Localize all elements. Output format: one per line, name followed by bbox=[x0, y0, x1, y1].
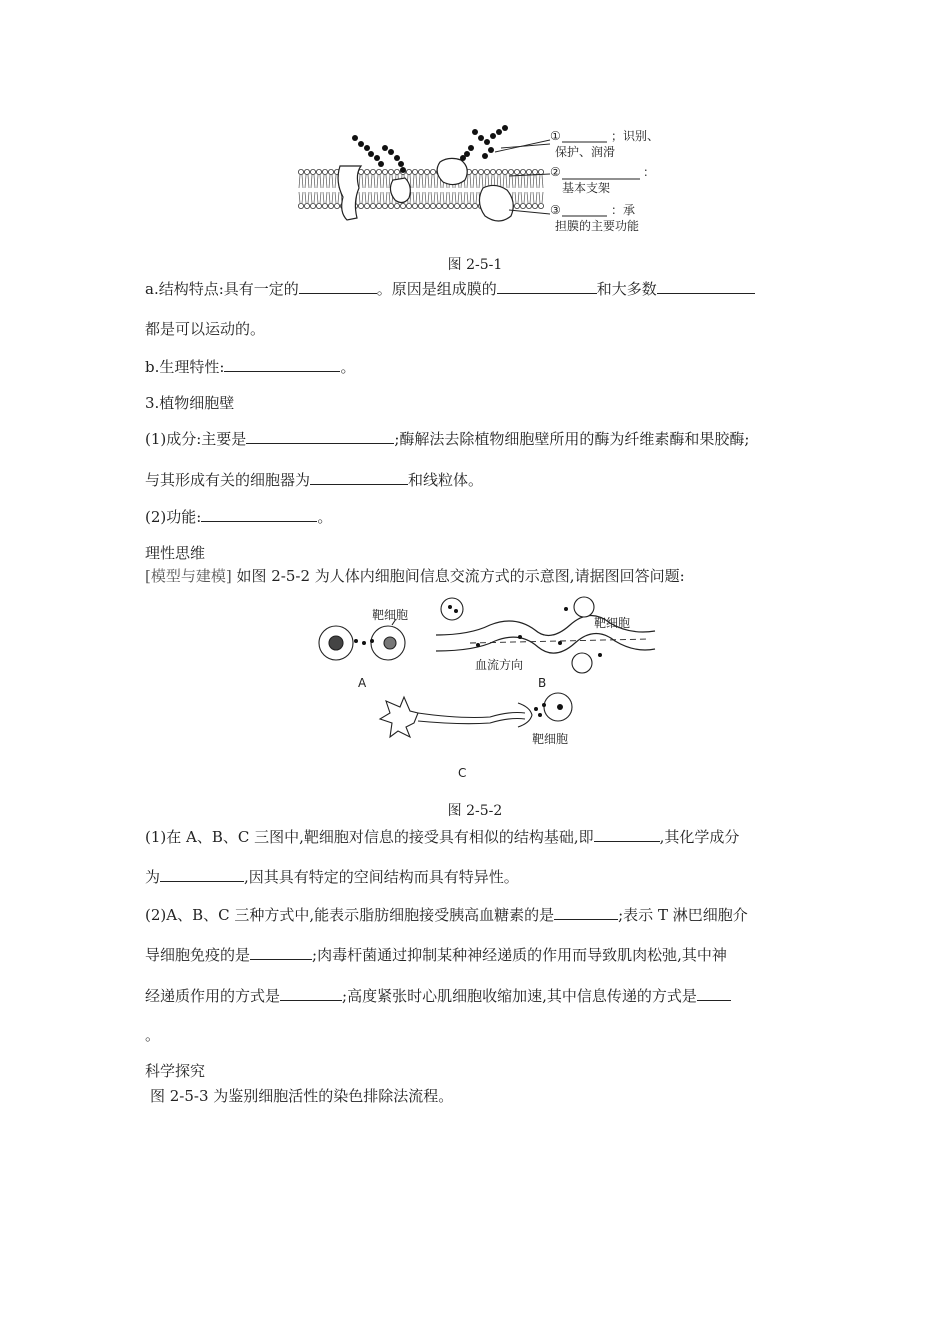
lipid-tail bbox=[533, 175, 534, 188]
lipid-tail bbox=[362, 192, 363, 203]
q2-cont-2: ;肉毒杆菌通过抑制某种神经递质的作用而导致肌肉松弛,其中神 bbox=[312, 946, 727, 964]
lipid-tail bbox=[305, 175, 306, 188]
question-1 bbox=[145, 826, 739, 847]
phospholipid-head bbox=[430, 203, 435, 208]
lipid-tail bbox=[509, 175, 510, 188]
phospholipid-head bbox=[472, 203, 477, 208]
lipid-tail bbox=[431, 192, 432, 203]
phospholipid-head bbox=[310, 169, 315, 174]
lipid-tail bbox=[299, 175, 300, 188]
phospholipid-head bbox=[394, 203, 399, 208]
lipid-tail bbox=[338, 192, 339, 203]
lipid-tail bbox=[302, 175, 303, 188]
q2-cont-4: ;高度紧张时心肌细胞收缩加速,其中信息传递的方式是 bbox=[342, 987, 697, 1005]
lipid-tail bbox=[539, 175, 540, 188]
lipid-tail bbox=[323, 175, 324, 188]
lipid-tail bbox=[389, 192, 390, 203]
question-2-cont-b bbox=[145, 985, 731, 1006]
q1-cont-2: ,因其具有特定的空间结构而具有特异性。 bbox=[244, 868, 519, 886]
phospholipid-head bbox=[400, 203, 405, 208]
rational-thinking-heading: 理性思维 bbox=[145, 544, 206, 562]
lipid-tail bbox=[470, 192, 471, 203]
lipid-tail bbox=[437, 175, 438, 188]
phospholipid-head bbox=[370, 169, 375, 174]
answer-blank[interactable] bbox=[497, 279, 597, 294]
phospholipid-head bbox=[478, 169, 483, 174]
lipid-tail bbox=[302, 192, 303, 203]
phospholipid-head bbox=[364, 203, 369, 208]
label2-line2: 基本支架 bbox=[562, 181, 611, 195]
lipid-tail bbox=[473, 192, 474, 203]
phospholipid-head bbox=[484, 169, 489, 174]
lipid-tail bbox=[299, 192, 300, 203]
question-2-end: 。 bbox=[145, 1026, 161, 1044]
panel-c-letter: C bbox=[458, 766, 467, 780]
lipid-tail bbox=[314, 175, 315, 188]
phospholipid-head bbox=[466, 203, 471, 208]
rational-intro bbox=[145, 565, 685, 586]
label3-tail: ：承 bbox=[611, 203, 636, 217]
lipid-tail bbox=[449, 192, 450, 203]
question-2 bbox=[145, 904, 748, 925]
lipid-tail bbox=[305, 192, 306, 203]
lipid-tail bbox=[437, 192, 438, 203]
lipid-tail bbox=[368, 192, 369, 203]
phospholipid-head bbox=[520, 169, 525, 174]
lipid-tail bbox=[461, 192, 462, 203]
phospholipid-head bbox=[520, 203, 525, 208]
lipid-tail bbox=[335, 175, 336, 188]
lipid-tail bbox=[527, 175, 528, 188]
lipid-tail bbox=[320, 192, 321, 203]
lipid-tail bbox=[542, 192, 543, 203]
answer-blank[interactable] bbox=[201, 507, 317, 522]
physiology-text: b.生理特性: bbox=[145, 358, 225, 376]
lipid-tail bbox=[506, 175, 507, 188]
phospholipid-head bbox=[514, 203, 519, 208]
phospholipid-head bbox=[496, 169, 501, 174]
phospholipid-head bbox=[532, 169, 537, 174]
lipid-tail bbox=[371, 175, 372, 188]
science-intro: 图 2-5-3 为鉴别细胞活性的染色排除法流程。 bbox=[150, 1087, 454, 1105]
lipid-tail bbox=[419, 192, 420, 203]
phospholipid-head bbox=[538, 203, 543, 208]
phospholipid-head bbox=[418, 169, 423, 174]
lipid-tail bbox=[365, 192, 366, 203]
lipid-tail bbox=[368, 175, 369, 188]
phospholipid-head bbox=[322, 169, 327, 174]
panel-b-letter: B bbox=[538, 676, 547, 690]
answer-blank[interactable] bbox=[594, 827, 660, 842]
target-cell-label-a: 靶细胞 bbox=[372, 608, 409, 622]
phospholipid-head bbox=[502, 169, 507, 174]
phospholipid-head bbox=[514, 169, 519, 174]
phospholipid-head bbox=[418, 203, 423, 208]
answer-blank[interactable] bbox=[310, 470, 408, 485]
answer-blank[interactable] bbox=[657, 279, 755, 294]
answer-blank[interactable] bbox=[160, 867, 244, 882]
phospholipid-head bbox=[424, 169, 429, 174]
lipid-tail bbox=[464, 192, 465, 203]
phospholipid-head bbox=[322, 203, 327, 208]
lipid-tail bbox=[515, 192, 516, 203]
cell-membrane-figure bbox=[295, 122, 675, 240]
phospholipid-head bbox=[304, 169, 309, 174]
phospholipid-head bbox=[316, 169, 321, 174]
lipid-tail bbox=[524, 175, 525, 188]
q1-cont-1: 与其形成有关的细胞器为 bbox=[145, 471, 311, 489]
blood-flow-label: 血流方向 bbox=[475, 658, 524, 672]
q2-text-2: 。 bbox=[317, 508, 333, 526]
lipid-tail bbox=[476, 175, 477, 188]
lipid-tail bbox=[323, 192, 324, 203]
q2-cont-1: 导细胞免疫的是 bbox=[145, 946, 251, 964]
lipid-tail bbox=[431, 175, 432, 188]
lipid-tail bbox=[311, 192, 312, 203]
panel-a bbox=[319, 619, 405, 660]
phospholipid-head bbox=[382, 169, 387, 174]
q1-text-2: ;酶解法去除植物细胞壁所用的酶为纤维素酶和果胶酶; bbox=[394, 430, 750, 448]
phospholipid-head bbox=[526, 169, 531, 174]
phospholipid-head bbox=[304, 203, 309, 208]
phospholipid-head bbox=[358, 203, 363, 208]
label2-tail: ： bbox=[643, 165, 656, 179]
lipid-tail bbox=[326, 192, 327, 203]
structure-feature-line bbox=[145, 278, 755, 299]
lipid-tail bbox=[425, 192, 426, 203]
lipid-tail bbox=[416, 175, 417, 188]
cell-communication-figure bbox=[310, 595, 670, 785]
lipid-tail bbox=[479, 175, 480, 188]
lipid-tail bbox=[458, 192, 459, 203]
answer-blank[interactable] bbox=[554, 905, 618, 920]
lipid-tail bbox=[434, 192, 435, 203]
lipid-tail bbox=[542, 175, 543, 188]
lipid-tail bbox=[512, 175, 513, 188]
lipid-tail bbox=[503, 175, 504, 188]
lipid-tail bbox=[332, 175, 333, 188]
phospholipid-head bbox=[412, 169, 417, 174]
lipid-tail bbox=[521, 175, 522, 188]
phospholipid-head bbox=[298, 203, 303, 208]
lipid-tail bbox=[419, 175, 420, 188]
lipid-tail bbox=[536, 175, 537, 188]
lipid-tail bbox=[314, 192, 315, 203]
lipid-tail bbox=[308, 175, 309, 188]
lipid-tail bbox=[386, 192, 387, 203]
lipid-tail bbox=[317, 175, 318, 188]
lipid-tail bbox=[425, 175, 426, 188]
lipid-tail bbox=[428, 192, 429, 203]
phospholipid-head bbox=[406, 203, 411, 208]
phospholipid-head bbox=[298, 169, 303, 174]
plant-wall-q1-cont bbox=[145, 469, 483, 490]
structure-text-1: a.结构特点:具有一定的 bbox=[145, 280, 299, 298]
lipid-tail bbox=[326, 175, 327, 188]
phospholipid-head bbox=[538, 169, 543, 174]
phospholipid-head bbox=[448, 203, 453, 208]
phospholipid-head bbox=[316, 203, 321, 208]
lipid-tail bbox=[518, 192, 519, 203]
plant-wall-title: 3.植物细胞壁 bbox=[145, 394, 235, 412]
q1-text-2: ,其化学成分 bbox=[659, 828, 740, 846]
answer-blank[interactable] bbox=[224, 357, 340, 372]
lipid-tail bbox=[374, 192, 375, 203]
target-cell-label-b: 靶细胞 bbox=[594, 616, 631, 630]
lipid-tail bbox=[482, 175, 483, 188]
label1-line2: 保护、润滑 bbox=[555, 145, 616, 159]
phospholipid-head bbox=[442, 203, 447, 208]
physiology-line bbox=[145, 356, 355, 377]
lipid-tail bbox=[473, 175, 474, 188]
structure-text-3: 和大多数 bbox=[596, 280, 657, 298]
lipid-tail bbox=[413, 192, 414, 203]
lipid-tail bbox=[320, 175, 321, 188]
lipid-tail bbox=[335, 192, 336, 203]
lipid-tail bbox=[455, 192, 456, 203]
lipid-tail bbox=[413, 175, 414, 188]
lipid-tail bbox=[446, 192, 447, 203]
lipid-tail bbox=[377, 175, 378, 188]
label1-tail: ；识别、 bbox=[611, 129, 660, 143]
lipid-tail bbox=[476, 192, 477, 203]
lipid-tail bbox=[485, 175, 486, 188]
answer-blank[interactable] bbox=[250, 945, 312, 960]
lipid-tail bbox=[470, 175, 471, 188]
science-inquiry-heading: 科学探究 bbox=[145, 1062, 206, 1080]
phospholipid-head bbox=[370, 203, 375, 208]
lipid-tail bbox=[530, 175, 531, 188]
figure2-caption: 图 2-5-2 bbox=[447, 803, 503, 819]
phospholipid-head bbox=[394, 169, 399, 174]
phospholipid-head bbox=[412, 203, 417, 208]
lipid-tail bbox=[428, 175, 429, 188]
lipid-tail bbox=[515, 175, 516, 188]
lipid-tail bbox=[434, 175, 435, 188]
q1-cont-2: 和线粒体。 bbox=[408, 471, 484, 489]
q1-text-1: (1)在 A、B、C 三图中,靶细胞对信息的接受具有相似的结构基础,即 bbox=[145, 828, 594, 846]
lipid-tail bbox=[332, 192, 333, 203]
physiology-end: 。 bbox=[340, 358, 356, 376]
phospholipid-head bbox=[490, 169, 495, 174]
phospholipid-head bbox=[424, 203, 429, 208]
phospholipid-head bbox=[532, 203, 537, 208]
phospholipid-head bbox=[334, 203, 339, 208]
figure1-caption: 图 2-5-1 bbox=[447, 257, 503, 273]
target-cell-label-c: 靶细胞 bbox=[532, 732, 569, 746]
answer-blank[interactable] bbox=[280, 986, 342, 1001]
lipid-tail bbox=[380, 192, 381, 203]
lipid-tail bbox=[452, 192, 453, 203]
lipid-tail bbox=[539, 192, 540, 203]
lipid-tail bbox=[383, 175, 384, 188]
lipid-tail bbox=[359, 175, 360, 188]
plant-wall-q1 bbox=[145, 428, 749, 449]
phospholipid-head bbox=[328, 169, 333, 174]
phospholipid-head bbox=[472, 169, 477, 174]
q2-cont-3: 经递质作用的方式是 bbox=[145, 987, 281, 1005]
phospholipid-head bbox=[382, 203, 387, 208]
label3-number: ③ bbox=[550, 203, 561, 217]
phospholipid-head bbox=[460, 203, 465, 208]
phospholipid-head bbox=[388, 203, 393, 208]
lipid-tail bbox=[524, 192, 525, 203]
phospholipid-head bbox=[328, 203, 333, 208]
lipid-tail bbox=[416, 192, 417, 203]
lipid-tail bbox=[359, 192, 360, 203]
question-1-cont bbox=[145, 866, 519, 887]
lipid-tail bbox=[329, 192, 330, 203]
lipid-tail bbox=[422, 175, 423, 188]
q2-text-2: ;表示 T 淋巴细胞介 bbox=[618, 906, 748, 924]
lipid-tail bbox=[386, 175, 387, 188]
q1-text-1: (1)成分:主要是 bbox=[145, 430, 247, 448]
structure-text-2: 。原因是组成膜的 bbox=[376, 280, 497, 298]
lipid-tail bbox=[440, 192, 441, 203]
lipid-tail bbox=[521, 192, 522, 203]
phospholipid-head bbox=[406, 169, 411, 174]
answer-blank[interactable] bbox=[697, 986, 731, 1001]
structure-feature-cont: 都是可以运动的。 bbox=[145, 320, 266, 338]
lipid-tail bbox=[311, 175, 312, 188]
answer-blank[interactable] bbox=[299, 279, 377, 294]
phospholipid-head bbox=[430, 169, 435, 174]
label2-number: ② bbox=[550, 165, 561, 179]
lipid-tail bbox=[374, 175, 375, 188]
label3-line2: 担膜的主要功能 bbox=[555, 219, 640, 233]
lipid-tail bbox=[530, 192, 531, 203]
lipid-tail bbox=[527, 192, 528, 203]
phospholipid-head bbox=[376, 169, 381, 174]
phospholipid-head bbox=[454, 203, 459, 208]
lipid-tail bbox=[518, 175, 519, 188]
lipid-tail bbox=[467, 175, 468, 188]
lipid-tail bbox=[317, 192, 318, 203]
q2-text-1: (2)A、B、C 三种方式中,能表示脂肪细胞接受胰高血糖素的是 bbox=[145, 906, 555, 924]
lipid-tail bbox=[383, 192, 384, 203]
phospholipid-head bbox=[364, 169, 369, 174]
panel-a-letter: A bbox=[358, 676, 367, 690]
lipid-tail bbox=[329, 175, 330, 188]
question-2-cont-a bbox=[145, 944, 727, 965]
q2-text-1: (2)功能: bbox=[145, 508, 202, 526]
lipid-tail bbox=[443, 192, 444, 203]
lipid-tail bbox=[422, 192, 423, 203]
lipid-tail bbox=[467, 192, 468, 203]
model-tag: [模型与建模] bbox=[145, 567, 232, 585]
phospholipid-head bbox=[526, 203, 531, 208]
phospholipid-head bbox=[376, 203, 381, 208]
lipid-tail bbox=[380, 175, 381, 188]
lipid-tail bbox=[389, 175, 390, 188]
q1-cont-1: 为 bbox=[145, 868, 161, 886]
phospholipid-head bbox=[388, 169, 393, 174]
rational-intro-text: 如图 2-5-2 为人体内细胞间信息交流方式的示意图,请据图回答问题: bbox=[236, 567, 685, 585]
lipid-tail bbox=[365, 175, 366, 188]
lipid-tail bbox=[536, 192, 537, 203]
phospholipid-head bbox=[310, 203, 315, 208]
lipid-tail bbox=[371, 192, 372, 203]
lipid-tail bbox=[377, 192, 378, 203]
lipid-tail bbox=[308, 192, 309, 203]
lipid-tail bbox=[533, 192, 534, 203]
answer-blank[interactable] bbox=[246, 429, 394, 444]
lipid-tail bbox=[362, 175, 363, 188]
phospholipid-head bbox=[436, 203, 441, 208]
phospholipid-head bbox=[508, 169, 513, 174]
label1-number: ① bbox=[550, 129, 561, 143]
plant-wall-q2 bbox=[145, 506, 332, 527]
